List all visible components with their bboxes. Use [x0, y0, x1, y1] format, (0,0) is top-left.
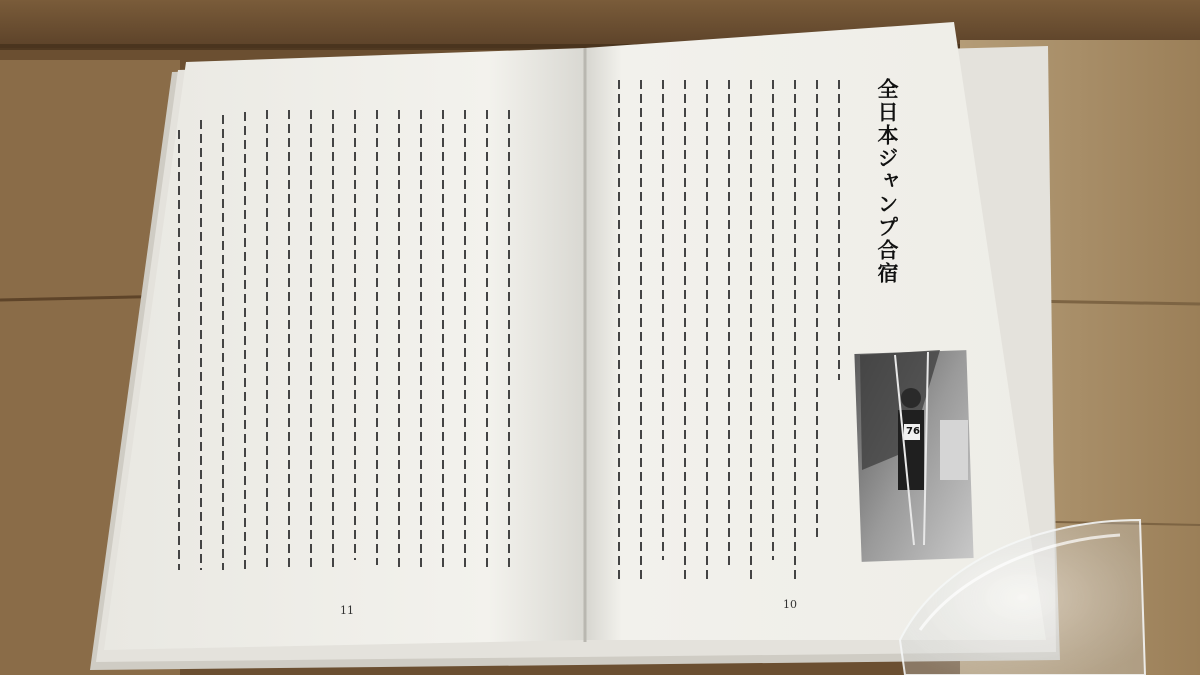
left-page-text-block	[178, 110, 538, 580]
right-page-number: 10	[783, 598, 797, 611]
left-page-number: 11	[340, 604, 354, 617]
right-page-text-block	[618, 80, 853, 580]
photo-bib-number: 76	[906, 426, 920, 437]
chapter-title: 全日本ジャンプ合宿	[875, 78, 900, 285]
